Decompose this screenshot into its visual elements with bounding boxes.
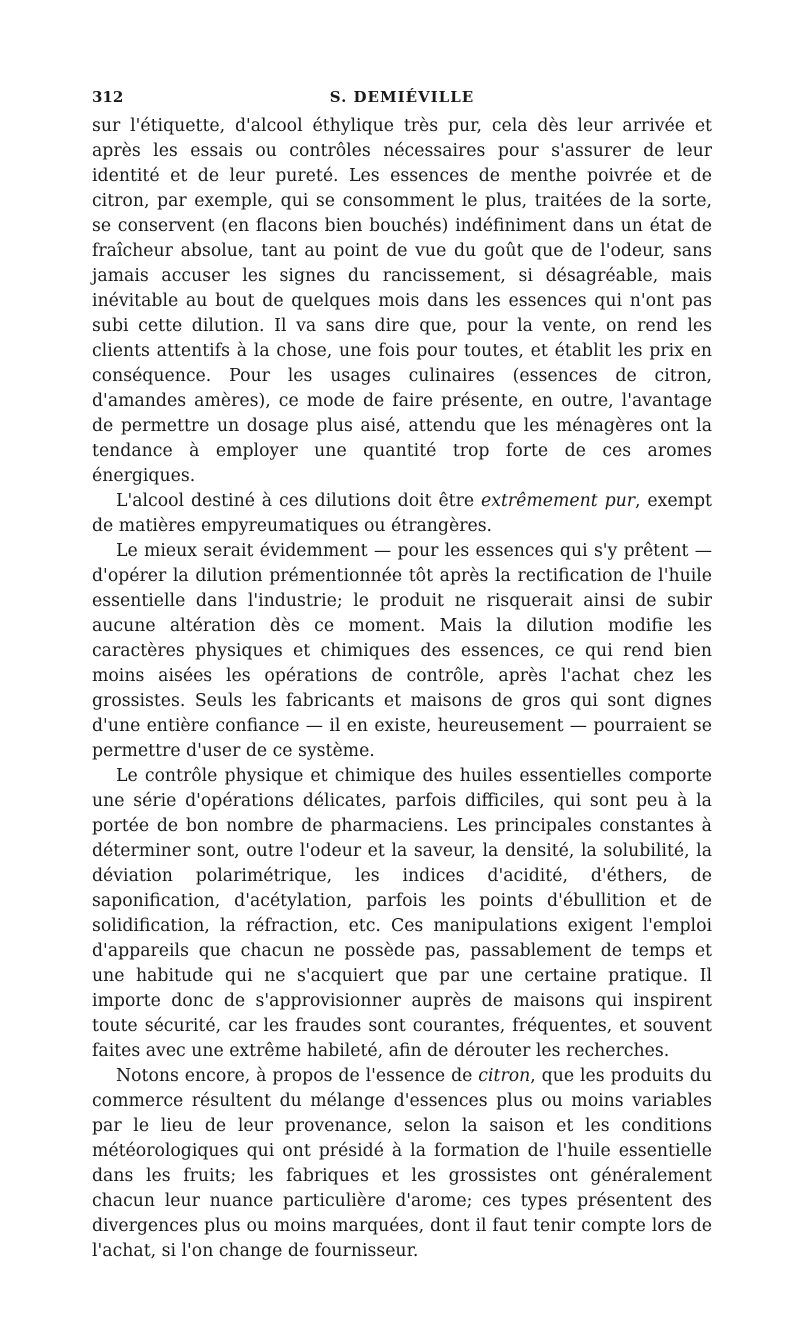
paragraph-text: Notons encore, à propos de l'essence de [116,1066,479,1086]
running-head: S. DEMIÉVILLE [329,88,475,106]
paragraph-text: Le contrôle physique et chimique des huiles essentielles comporte une série d'opérations délicates, parfois difficiles, qui sont peu à la portée de bon nombre de pharmaciens. Les principales constantes à déterminer sont, outre l'odeur et la saveur, la densité, la solubilité, la déviation polarimétrique, les indices d'acidité, d'éthers, de saponification, d'acétylation, parfois les points d'ébullition et de solidification, la réfraction, etc. Ces manipulations exigent l'emploi d'appareils que chacun ne possède pas, passablement de temps et une habitude qui ne s'acquiert que par une certaine pratique. Il importe donc de s'approvisionner auprès de maisons qui inspirent toute sécurité, car les fraudes sont courantes, fréquentes, et souvent faites avec une extrême habileté, afin de dérouter les recherches. [92,766,712,1061]
paragraph-text: , que les produits du commerce résultent du mélange d'essences plus ou moins variables par le lieu de leur provenance, selon la saison et les conditions météorologiques qui ont présidé à la formation de l'huile essentielle dans les fruits; les fabriques et les grossistes ont généralement chacun leur nuance particulière d'arome; ces types présentent des divergences plus ou moins marquées, dont il faut tenir compte lors de l'achat, si l'on change de fournisseur. [92,1066,712,1261]
body-text [92,114,712,1264]
paragraph [92,489,712,539]
paragraph [92,539,712,764]
paragraph-text: Le mieux serait évidemment — pour les essences qui s'y prêtent — d'opérer la dilution prémentionnée tôt après la rectification de l'huile essentielle dans l'industrie; le produit ne risquerait ainsi de subir aucune altération dès ce moment. Mais la dilution modifie les caractères physiques et chimiques des essences, ce qui rend bien moins aisées les opérations de contrôle, après l'achat chez les grossistes. Seuls les fabricants et maisons de gros qui sont dignes d'une entière confiance — il en existe, heureusement — pourraient se permettre d'user de ce système. [92,541,712,761]
page-header [92,88,712,114]
italic-text: extrêmement pur [480,491,636,511]
paragraph-text: sur l'étiquette, d'alcool éthylique très pur, cela dès leur arrivée et après les essais ou contrôles nécessaires pour s'assurer de leur identité et de leur pureté. Les essences de menthe poivrée et de citron, par exemple, qui se consomment le plus, traitées de la sorte, se conservent (en flacons bien bouchés) indéfiniment dans un état de fraîcheur absolue, tant au point de vue du goût que de l'odeur, sans jamais accuser les signes du rancissement, si désagréable, mais inévitable au bout de quelques mois dans les essences qui n'ont pas subi cette dilution. Il va sans dire que, pour la vente, on rend les clients attentifs à la chose, une fois pour toutes, et établit les prix en conséquence. Pour les usages culinaires (essences de citron, d'amandes amères), ce mode de faire présente, en outre, l'avantage de permettre un dosage plus aisé, attendu que les ménagères ont la tendance à employer une quantité trop forte de ces aromes énergiques. [92,116,712,486]
paragraph-text: , exempt de matières empyreumatiques ou étrangères. [92,491,712,536]
paragraph [92,764,712,1064]
page-number: 312 [92,88,124,106]
italic-text: citron [478,1066,531,1086]
paragraph [92,114,712,489]
paragraph [92,1064,712,1264]
paragraph-text: L'alcool destiné à ces dilutions doit être [116,491,481,511]
document-page [92,88,712,1264]
